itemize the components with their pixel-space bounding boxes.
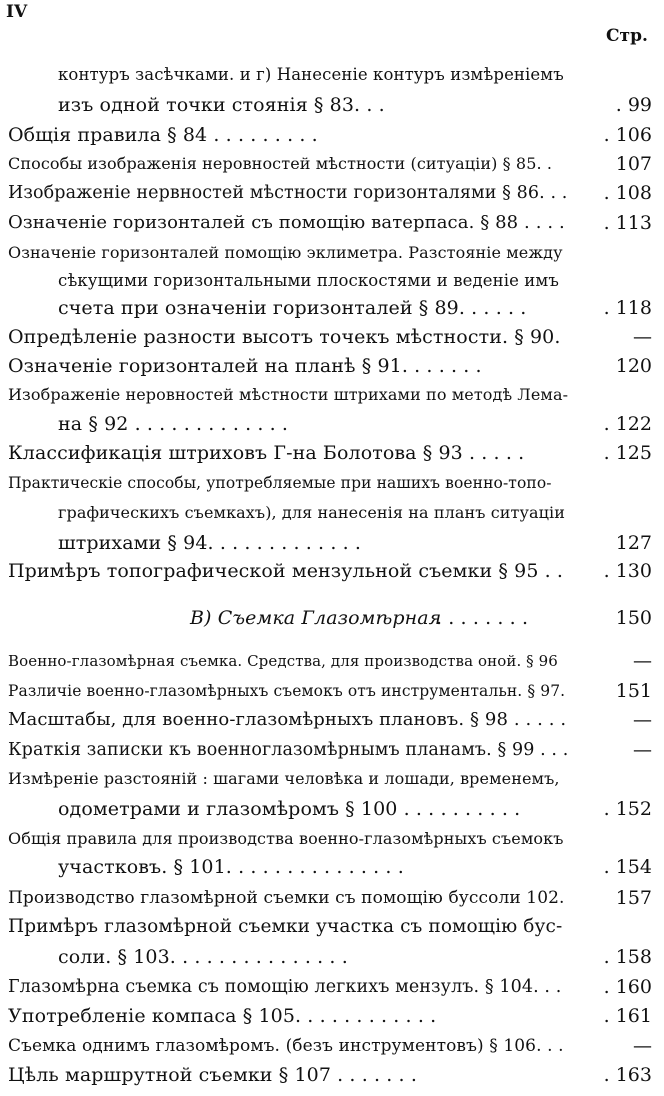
toc-page-number: . 108 bbox=[603, 182, 652, 204]
section-title: В) Съемка Глазомѣрная bbox=[190, 607, 442, 629]
toc-page-number: . 158 bbox=[603, 946, 652, 968]
toc-line: контуръ засѣчками. и г) Нанесеніе контуръ измѣреніемъ bbox=[58, 65, 564, 84]
toc-page-number: — bbox=[633, 1035, 652, 1057]
toc-page-number: . 130 bbox=[603, 560, 652, 582]
toc-page-number: — bbox=[633, 650, 652, 672]
toc-page-number: — bbox=[633, 739, 652, 761]
toc-line: Измѣреніе разстояній : шагами человѣка и лошади, временемъ, bbox=[8, 769, 560, 788]
toc-line: Общія правила § 84 . . . . . . . . . bbox=[8, 124, 318, 146]
toc-line: Изображеніе нервностей мѣстности горизонталями § 86. . . bbox=[8, 183, 568, 203]
toc-page-number: . 154 bbox=[603, 856, 652, 878]
toc-line: Производство глазомѣрной съемки съ помощію буссоли 102. bbox=[8, 888, 565, 908]
toc-page-number: . 161 bbox=[603, 1005, 652, 1027]
toc-page-number: 107 bbox=[615, 153, 652, 175]
toc-line: Изображеніе неровностей мѣстности штрихами по методѣ Лема- bbox=[8, 385, 569, 404]
toc-page-number: . 113 bbox=[603, 212, 652, 234]
toc-page-number: . 152 bbox=[603, 798, 652, 820]
toc-line: Примѣръ топографической мензульной съемки § 95 . . bbox=[8, 560, 564, 582]
toc-page-number: . 122 bbox=[603, 413, 652, 435]
toc-page-number: . 106 bbox=[603, 124, 652, 146]
toc-page-number: 151 bbox=[615, 680, 652, 702]
toc-page-number: 127 bbox=[615, 532, 652, 554]
toc-line: Съемка однимъ глазомѣромъ. (безъ инструментовъ) § 106. . . bbox=[8, 1036, 564, 1056]
toc-line: изъ одной точки стоянія § 83. . . bbox=[58, 94, 385, 116]
toc-line: Глазомѣрна съемка съ помощію легкихъ мензулъ. § 104. . . bbox=[8, 977, 562, 997]
toc-line: Означеніе горизонталей съ помощію ватерпаса. § 88 . . . . bbox=[8, 212, 565, 233]
toc-line: соли. § 103. . . . . . . . . . . . . . . bbox=[58, 946, 348, 968]
toc-line: одометрами и глазомѣромъ § 100 . . . . . . . . . . bbox=[58, 798, 521, 820]
toc-page-number: 157 bbox=[615, 887, 652, 909]
toc-line: Краткія записки къ военноглазомѣрнымъ планамъ. § 99 . . . bbox=[8, 740, 569, 760]
toc-line: Цѣль маршрутной съемки § 107 . . . . . . . bbox=[8, 1064, 417, 1086]
toc-line: Масштабы, для военно-глазомѣрныхъ плановъ. § 98 . . . . . bbox=[8, 709, 567, 730]
toc-page-number: . 160 bbox=[603, 976, 652, 998]
toc-page-number: . 125 bbox=[603, 442, 652, 464]
toc-line: Классификація штриховъ Г-на Болотова § 93 . . . . . bbox=[8, 442, 525, 464]
toc-line: Опредѣленіе разности высотъ точекъ мѣстности. § 90. bbox=[8, 326, 561, 348]
toc-line: счета при означеніи горизонталей § 89. . . . . . bbox=[58, 297, 527, 319]
toc-line: участковъ. § 101. . . . . . . . . . . . . . . bbox=[58, 856, 404, 878]
toc-page-number: . 163 bbox=[603, 1064, 652, 1086]
toc-line: графическихъ съемкахъ), для нанесенія на планъ ситуаціи bbox=[58, 503, 566, 522]
toc-line: Военно-глазомѣрная съемка. Средства, для производства оной. § 96 bbox=[8, 652, 558, 670]
toc-page-number: — bbox=[633, 326, 652, 348]
toc-line: Означеніе горизонталей помощію эклиметра. Разстояніе между bbox=[8, 243, 563, 262]
page-number: IV bbox=[6, 2, 28, 22]
toc-line: Различіе военно-глазомѣрныхъ съемокъ отъ инструментальн. § 97. bbox=[8, 682, 566, 700]
toc-page-number: 120 bbox=[615, 355, 652, 377]
toc-line: Способы изображенія неровностей мѣстности (ситуаціи) § 85. . bbox=[8, 154, 553, 173]
toc-page-number: — bbox=[633, 709, 652, 731]
toc-line: Практическіе способы, употребляемые при нашихъ военно-топо- bbox=[8, 474, 552, 492]
toc-line: Употребленіе компаса § 105. . . . . . . . . . . . bbox=[8, 1005, 437, 1027]
toc-line: Общія правила для производства военно-глазомѣрныхъ съемокъ bbox=[8, 829, 564, 848]
toc-line: штрихами § 94. . . . . . . . . . . . . bbox=[58, 532, 362, 554]
toc-page-number: . 118 bbox=[603, 297, 652, 319]
toc-page-number: 150 bbox=[615, 607, 652, 629]
toc-line: на § 92 . . . . . . . . . . . . . bbox=[58, 413, 289, 435]
toc-line: сѣкущими горизонтальными плоскостями и веденіе имъ bbox=[58, 271, 559, 290]
toc-page-number: . 99 bbox=[615, 94, 652, 116]
toc-line: Примѣръ глазомѣрной съемки участка съ помощію бус- bbox=[8, 916, 563, 937]
page-column-header: Стр. bbox=[606, 26, 648, 46]
toc-line: Означеніе горизонталей на планѣ § 91. . . . . . . bbox=[8, 355, 482, 377]
section-leader-dots: . . . . . . . . bbox=[436, 607, 529, 629]
